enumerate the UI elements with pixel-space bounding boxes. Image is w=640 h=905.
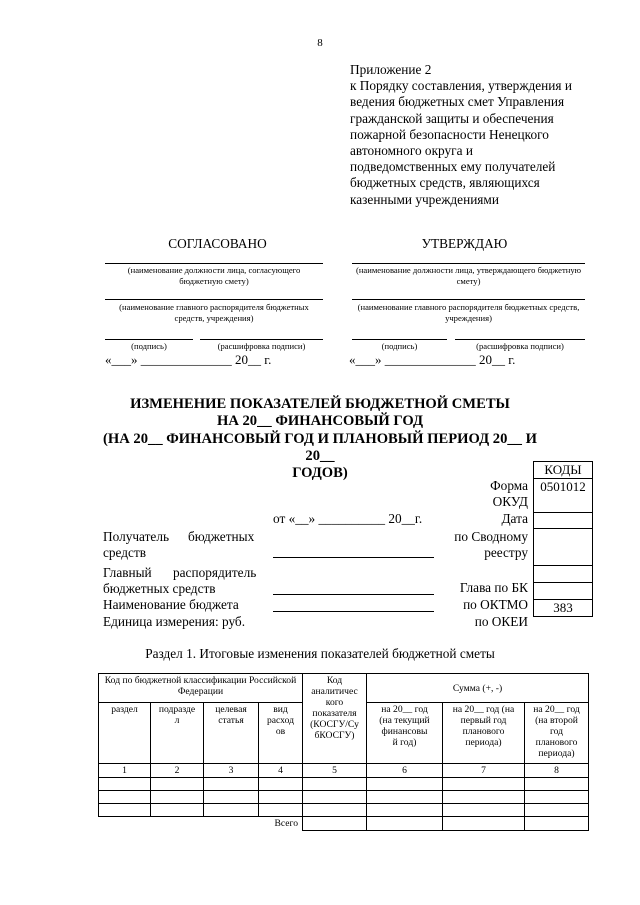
col-target-article-header: целевая статья (204, 703, 259, 764)
bk-chapter-code (534, 566, 593, 583)
okud-code: 0501012 (534, 479, 593, 513)
appendix-note (350, 62, 610, 208)
title-line: ГОДОВ) (292, 465, 348, 482)
date-code (534, 513, 593, 529)
recipient-label: средств (103, 545, 147, 560)
manager-label: бюджетных средств (103, 581, 216, 596)
signature-line (105, 339, 193, 340)
approve-date: «___» ______________ 20__ г. (349, 352, 516, 367)
approve-heading: УТВЕРЖДАЮ (421, 236, 508, 251)
approve-position-caption: (наименование должности лица, утверждающего бюджетную смету) (355, 265, 582, 286)
oktmo-code (534, 583, 593, 600)
code-label-registry: реестру (484, 545, 528, 560)
column-number: 3 (204, 764, 259, 778)
signature-line (352, 263, 585, 264)
agreed-position-caption: (наименование должности лица, согласующего бюджетную смету) (127, 265, 301, 286)
total-row (99, 817, 589, 831)
column-number: 6 (367, 764, 443, 778)
title-line: ИЗМЕНЕНИЕ ПОКАЗАТЕЛЕЙ БЮДЖЕТНОЙ СМЕТЫ (130, 396, 510, 412)
manager-label: распорядитель (173, 565, 257, 580)
appendix-line: гражданской защиты и обеспечения (350, 110, 554, 126)
appendix-line: Приложение 2 (350, 62, 432, 77)
appendix-line: ведения бюджетных смет Управления (350, 94, 565, 110)
codes-table (533, 461, 593, 617)
appendix-line: автономного округа и (350, 143, 473, 159)
code-label-oktmo: по ОКТМО (463, 597, 528, 612)
title-line: НА 20__ ФИНАНСОВЫЙ ГОД (216, 413, 424, 430)
recipient-label: бюджетных (188, 529, 255, 544)
signature-line (105, 299, 323, 300)
column-number: 2 (151, 764, 204, 778)
signature-line (455, 339, 585, 340)
recipient-field[interactable] (273, 557, 434, 558)
column-numbers-row (99, 764, 589, 778)
code-label-registry: по Сводному (454, 529, 528, 544)
col-current-year-header: на 20__ год (на текущий финансовы й год) (367, 703, 443, 764)
registry-code (534, 529, 593, 566)
approve-decode-caption: (расшифровка подписи) (476, 341, 564, 351)
code-label-form: Форма (490, 478, 528, 493)
table-row (99, 778, 589, 791)
approve-manager-caption: (наименование главного распорядителя бюджетных средств, учреждения) (357, 302, 580, 323)
col-section-header: раздел (99, 703, 151, 764)
col-expense-type-header: вид расход ов (259, 703, 303, 764)
appendix-line: бюджетных средств, являющихся (350, 175, 540, 191)
column-number: 7 (443, 764, 525, 778)
codes-header: КОДЫ (534, 462, 593, 479)
signature-line (352, 299, 585, 300)
document-title (90, 396, 550, 482)
budget-name-label: Наименование бюджета (103, 597, 239, 612)
changes-table (98, 673, 589, 831)
appendix-line: к Порядку составления, утверждения и (350, 78, 572, 94)
okei-code: 383 (534, 600, 593, 617)
total-label: Всего (274, 818, 298, 829)
column-number: 8 (525, 764, 589, 778)
column-number: 4 (259, 764, 303, 778)
agreed-decode-caption: (расшифровка подписи) (217, 341, 306, 351)
col-subsection-header: подразде л (151, 703, 204, 764)
col-second-plan-year-header: на 20__ год (на второй год планового периода) (525, 703, 589, 764)
appendix-line: подведомственных ему получателей (350, 159, 556, 175)
code-label-okud: ОКУД (492, 494, 528, 509)
code-label-okei: по ОКЕИ (474, 614, 528, 629)
signature-line (200, 339, 323, 340)
appendix-line: казенными учреждениями (350, 191, 499, 207)
agreed-heading: СОГЛАСОВАНО (168, 236, 267, 251)
table-row (99, 804, 589, 817)
code-label-date: Дата (501, 511, 528, 526)
manager-field[interactable] (273, 594, 434, 595)
column-number: 5 (303, 764, 367, 778)
agreed-signature-caption: (подпись) (131, 341, 167, 351)
column-number: 1 (99, 764, 151, 778)
manager-label: Главный (103, 565, 152, 580)
signature-line (352, 339, 447, 340)
col-first-plan-year-header: на 20__ год (на первый год планового периода) (443, 703, 525, 764)
agreed-date: «___» ______________ 20__ г. (105, 352, 272, 367)
form-date: от «__» __________ 20__г. (273, 511, 423, 526)
recipient-label: Получатель (103, 529, 170, 544)
analytic-code-header: Код аналитичес кого показателя (КОСГУ/Су бКОСГУ) (303, 674, 367, 764)
appendix-line: пожарной безопасности Ненецкого (350, 126, 549, 142)
approve-signature-caption: (подпись) (381, 341, 418, 351)
table-row (99, 791, 589, 804)
title-line: (НА 20__ ФИНАНСОВЫЙ ГОД И ПЛАНОВЫЙ ПЕРИОД 20__ И 20__ (103, 430, 537, 464)
signature-line (105, 263, 323, 264)
code-label-bk: Глава по БК (459, 580, 528, 595)
unit-label: Единица измерения: руб. (103, 614, 246, 629)
budget-name-field[interactable] (273, 611, 434, 612)
sum-header: Сумма (+, -) (367, 674, 589, 703)
page-number: 8 (317, 37, 323, 49)
section-title: Раздел 1. Итоговые изменения показателей бюджетной сметы (145, 646, 495, 661)
agreed-manager-caption: (наименование главного распорядителя бюджетных средств, учреждения) (119, 302, 309, 323)
budget-classification-header: Код по бюджетной классификации Российской Федерации (99, 674, 303, 703)
